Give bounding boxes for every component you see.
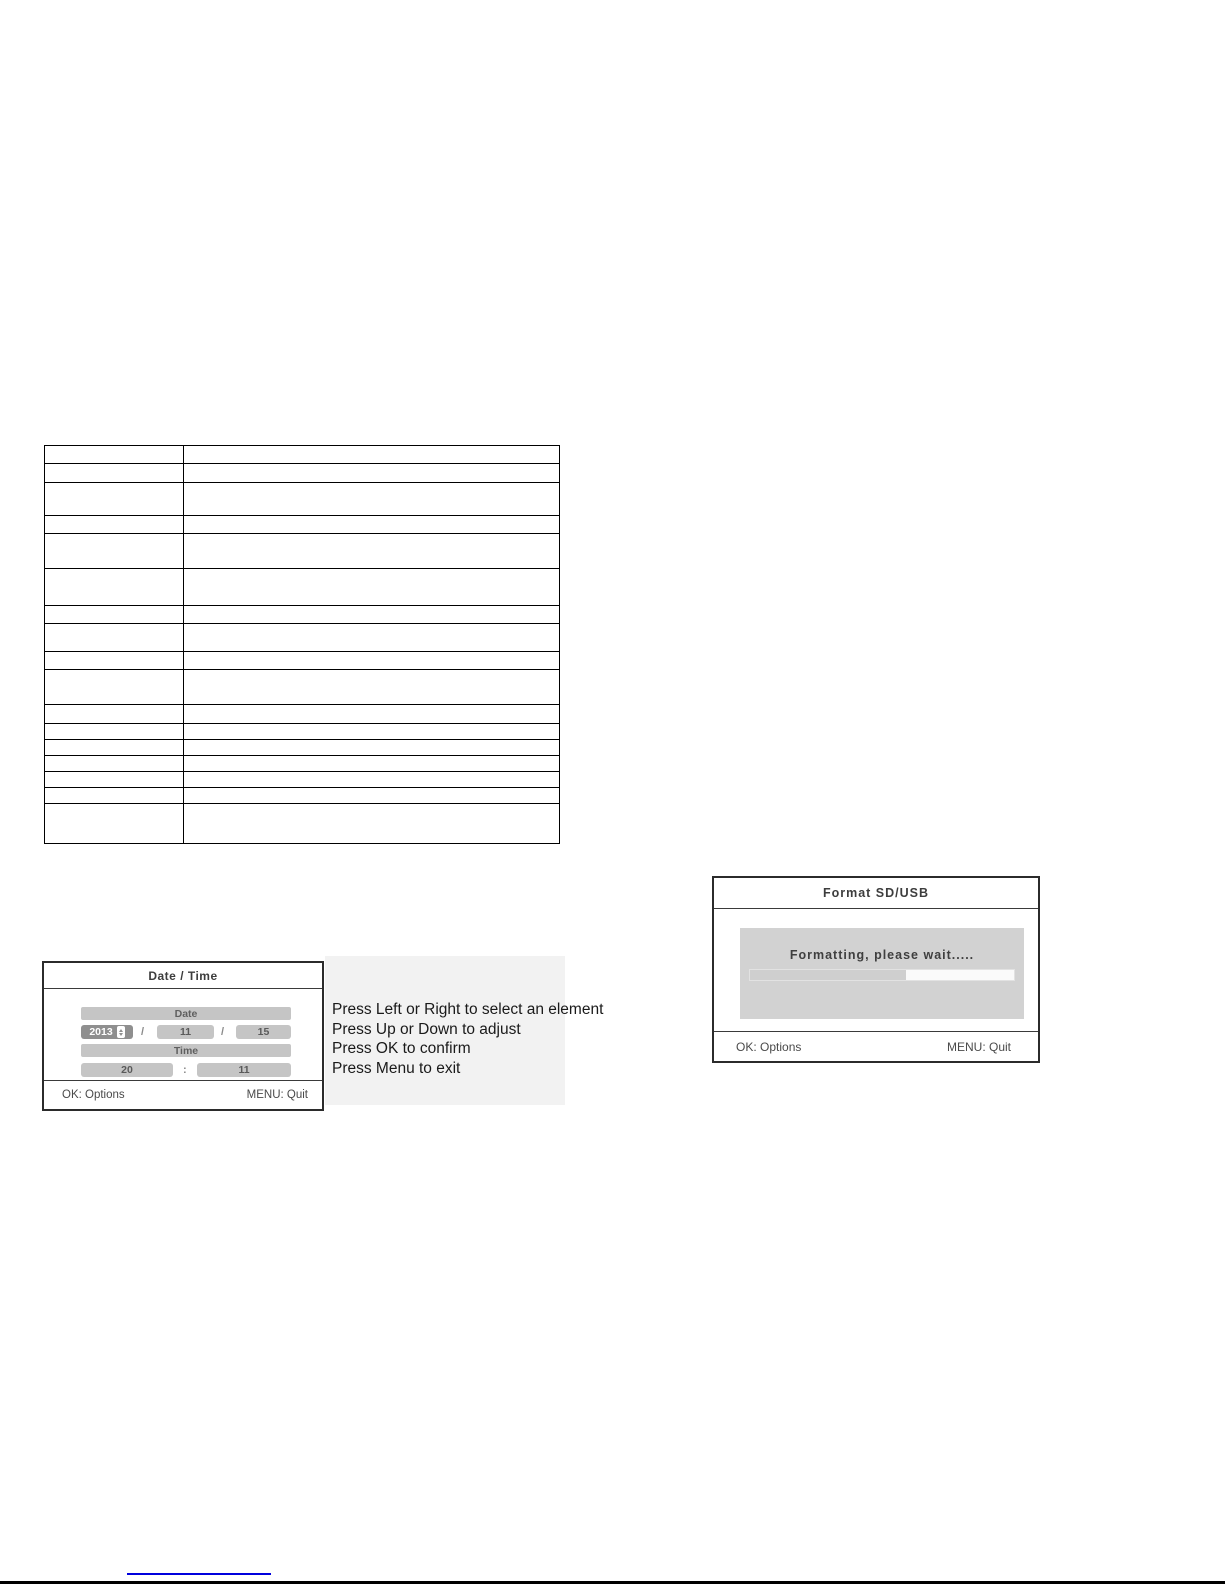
format-dialog-title: Format SD/USB [714,878,1038,909]
table-cell [184,624,560,652]
time-separator: : [183,1064,187,1076]
day-field: 15 [236,1025,291,1039]
table-cell [184,724,560,740]
date-separator-1: / [141,1026,145,1038]
year-value: 2013 [89,1026,113,1038]
table-cell [45,606,184,624]
table-row [45,788,560,804]
table-cell [45,534,184,569]
table-cell [184,652,560,670]
time-label-bar: Time [81,1044,291,1057]
table-row [45,705,560,724]
table-cell [184,464,560,483]
date-separator-2: / [221,1026,225,1038]
instruction-line: Press OK to confirm [332,1040,471,1057]
table-cell [184,740,560,756]
table-cell [45,788,184,804]
table-cell [184,804,560,844]
hour-field: 20 [81,1063,173,1077]
table-row [45,464,560,483]
table-cell [45,772,184,788]
table-row [45,606,560,624]
instructions-block [332,1000,603,1078]
formatting-panel [740,928,1024,1019]
spinner-down-arrow-icon [119,1033,123,1036]
format-dialog-footer [714,1031,1038,1061]
spinner-icon [117,1026,125,1038]
table-cell [184,756,560,772]
date-label-bar: Date [81,1007,291,1020]
datetime-dialog-body [44,989,322,1081]
datetime-dialog-title: Date / Time [44,963,322,989]
table-row [45,483,560,516]
year-field [81,1025,133,1039]
instruction-line: Press Menu to exit [332,1059,461,1077]
table-cell [45,804,184,844]
table-row [45,652,560,670]
table-row [45,670,560,705]
table-row [45,724,560,740]
table-row [45,516,560,534]
table-cell [45,652,184,670]
table-cell [184,483,560,516]
footer-link-underline[interactable] [127,1573,271,1575]
table-cell [184,569,560,606]
table-cell [45,756,184,772]
table-cell [45,705,184,724]
table-cell [45,446,184,464]
ok-options-hint: OK: Options [62,1089,125,1101]
table-row [45,740,560,756]
table-cell [45,516,184,534]
page-bottom-rule [0,1581,1225,1584]
table-cell [45,624,184,652]
table-row [45,446,560,464]
table-row [45,804,560,844]
table-cell [184,788,560,804]
table-row [45,624,560,652]
datetime-dialog-footer [44,1080,322,1109]
month-field: 11 [157,1025,214,1039]
table-cell [184,606,560,624]
format-progress-fill [750,970,906,980]
minute-field: 11 [197,1063,291,1077]
table-cell [45,670,184,705]
table-row [45,772,560,788]
table-cell [184,705,560,724]
menu-quit-hint: MENU: Quit [946,1039,1011,1054]
format-progress-bar [749,969,1015,981]
spec-table [44,445,560,844]
menu-quit-hint: MENU: Quit [246,1089,308,1101]
table-cell [45,569,184,606]
table-cell [45,464,184,483]
table-cell [184,670,560,705]
table-row [45,569,560,606]
table-cell [45,724,184,740]
table-row [45,534,560,569]
ok-options-hint: OK: Options [736,1039,802,1054]
table-cell [184,516,560,534]
instruction-line: Press Up or Down to adjust [332,1020,521,1038]
table-cell [45,483,184,516]
table-cell [45,740,184,756]
spinner-up-arrow-icon [119,1029,123,1032]
table-cell [184,772,560,788]
table-row [45,756,560,772]
format-dialog [712,876,1040,1063]
spec-table-body [45,446,560,844]
instruction-line: Press Left or Right to select an element [332,1001,604,1018]
datetime-dialog [42,961,324,1111]
formatting-message: Formatting, please wait..... [789,948,975,962]
table-cell [184,446,560,464]
table-cell [184,534,560,569]
